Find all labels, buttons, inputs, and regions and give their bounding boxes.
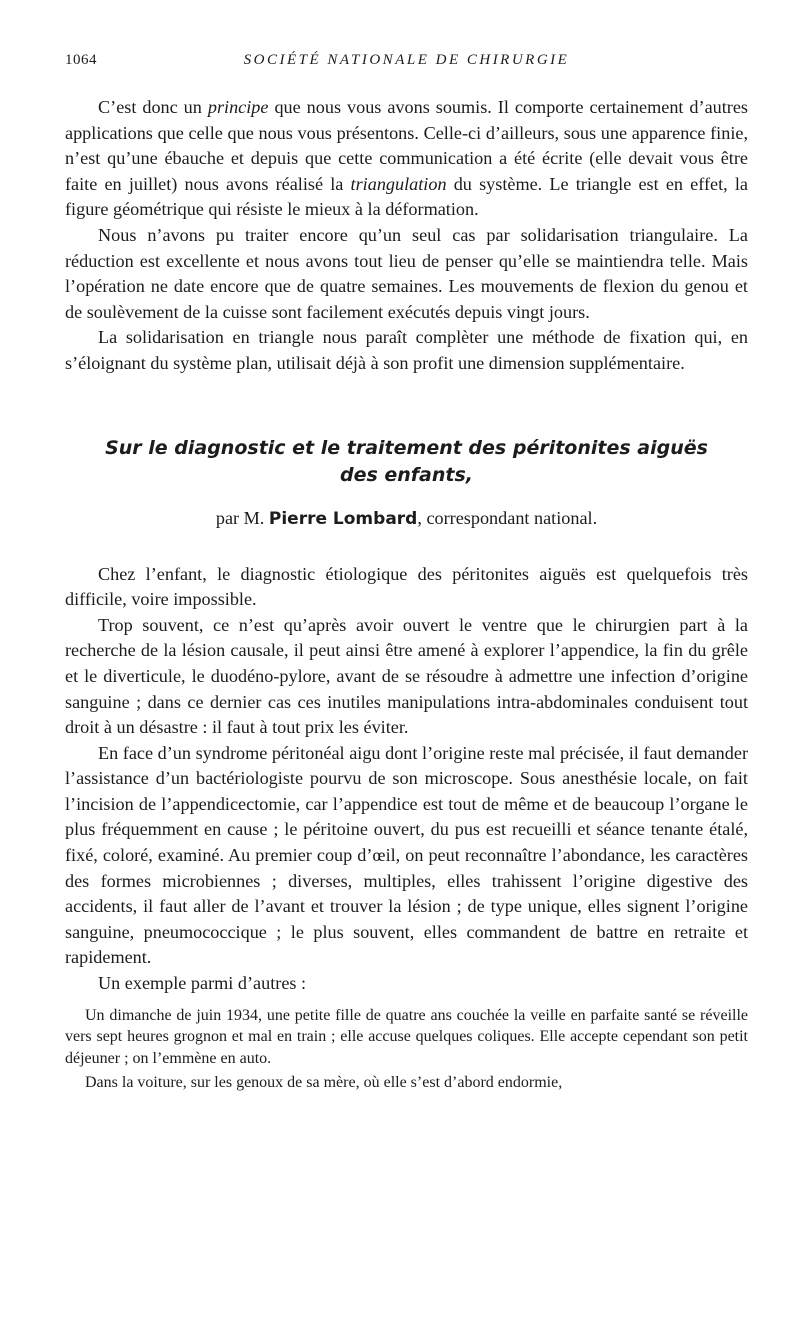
article-title: Sur le diagnostic et le traitement des péritonites aiguës des enfants, xyxy=(105,436,708,486)
byline: par M. Pierre Lombard, correspondant national. xyxy=(215,507,598,529)
author-name: Pierre Lombard xyxy=(268,508,418,529)
page-number: 1064 xyxy=(65,52,97,68)
case-paragraph: Dans la voiture, sur les genoux de sa mère, où elle s’est d’abord endormie, xyxy=(85,1074,563,1092)
article-body xyxy=(65,562,748,1094)
paragraph: En face d’un syndrome péritonéal aigu dont l’origine reste mal précisée, il faut demander l’assistance d’un bactériologiste pourvu de son microscope. Sous anesthésie locale, on fait l’incision de l’appendicectomie, car l’appendice est tout de même et de beaucoup l’organe le plus fréquemment en cause ; le péritoine ouvert, du pus est recueilli et séance tenante étalé, fixé, coloré, examiné. Au premier coup d’œil, on peut reconnaître l’abondance, les caractères des formes microbiennes ; diverses, multiples, elles trahissent l’origine digestive des accidents, il faut aller de l’avant et trouver la lésion ; de type unique, elles signent l’origine sanguine, pneumococcique ; le plus souvent, elles commandent de battre en retraite et rapidement. xyxy=(65,742,748,968)
journal-name: SOCIÉTÉ NATIONALE DE CHIRURGIE xyxy=(243,52,570,68)
running-head xyxy=(65,52,748,74)
paragraph: La solidarisation en triangle nous paraît complèter une méthode de fixation qui, en s’éloignant du système plan, utilisait déjà à son profit une dimension supplémentaire. xyxy=(65,327,748,373)
paragraph: Un exemple parmi d’autres : xyxy=(98,973,307,994)
paragraph: C’est donc un principe que nous vous avons soumis. Il comporte certainement d’autres applications que celle que nous vous présentons. Celle-ci d’ailleurs, sous une apparence finie, n’est qu’une ébauche et depuis que cette communication a été écrite (elle devait vous être faite en juillet) nous avons réalisé la triangulation du système. Le triangle est en effet, la figure géométrique qui résiste le mieux à la déformation. xyxy=(65,97,749,220)
case-paragraph: Un dimanche de juin 1934, une petite fille de quatre ans couchée la veille en parfaite santé se réveille vers sept heures grognon et mal en train ; elle accuse quelques coliques. Elle accepte cependant son petit déjeuner ; on l’emmène en auto. xyxy=(65,1006,748,1067)
previous-article-conclusion xyxy=(65,95,748,377)
paragraph: Nous n’avons pu traiter encore qu’un seul cas par solidarisation triangulaire. La réduction est excellente et nous avons tout lieu de penser qu’elle se maintiendra telle. Mais l’opération ne date encore que de quatre semaines. Les mouvements de flexion du genou et de soulèvement de la cuisse sont facilement exécutés depuis vingt jours. xyxy=(65,224,748,322)
paragraph: Chez l’enfant, le diagnostic étiologique des péritonites aiguës est quelquefois très difficile, voire impossible. xyxy=(65,563,748,610)
paragraph: Trop souvent, ce n’est qu’après avoir ouvert le ventre que le chirurgien part à la recherche de la lésion causale, il peut ainsi être amené à explorer l’appendice, la fin du grêle et le diverticule, le duodéno-pylore, avant de se résoudre à admettre une infection d’origine sanguine ; dans ce dernier cas ces inutiles manipulations intra-abdominales conduisent tout droit à un désastre : il faut à tout prix les éviter. xyxy=(65,614,748,738)
page-body xyxy=(65,95,748,1094)
case-report xyxy=(65,1005,748,1094)
